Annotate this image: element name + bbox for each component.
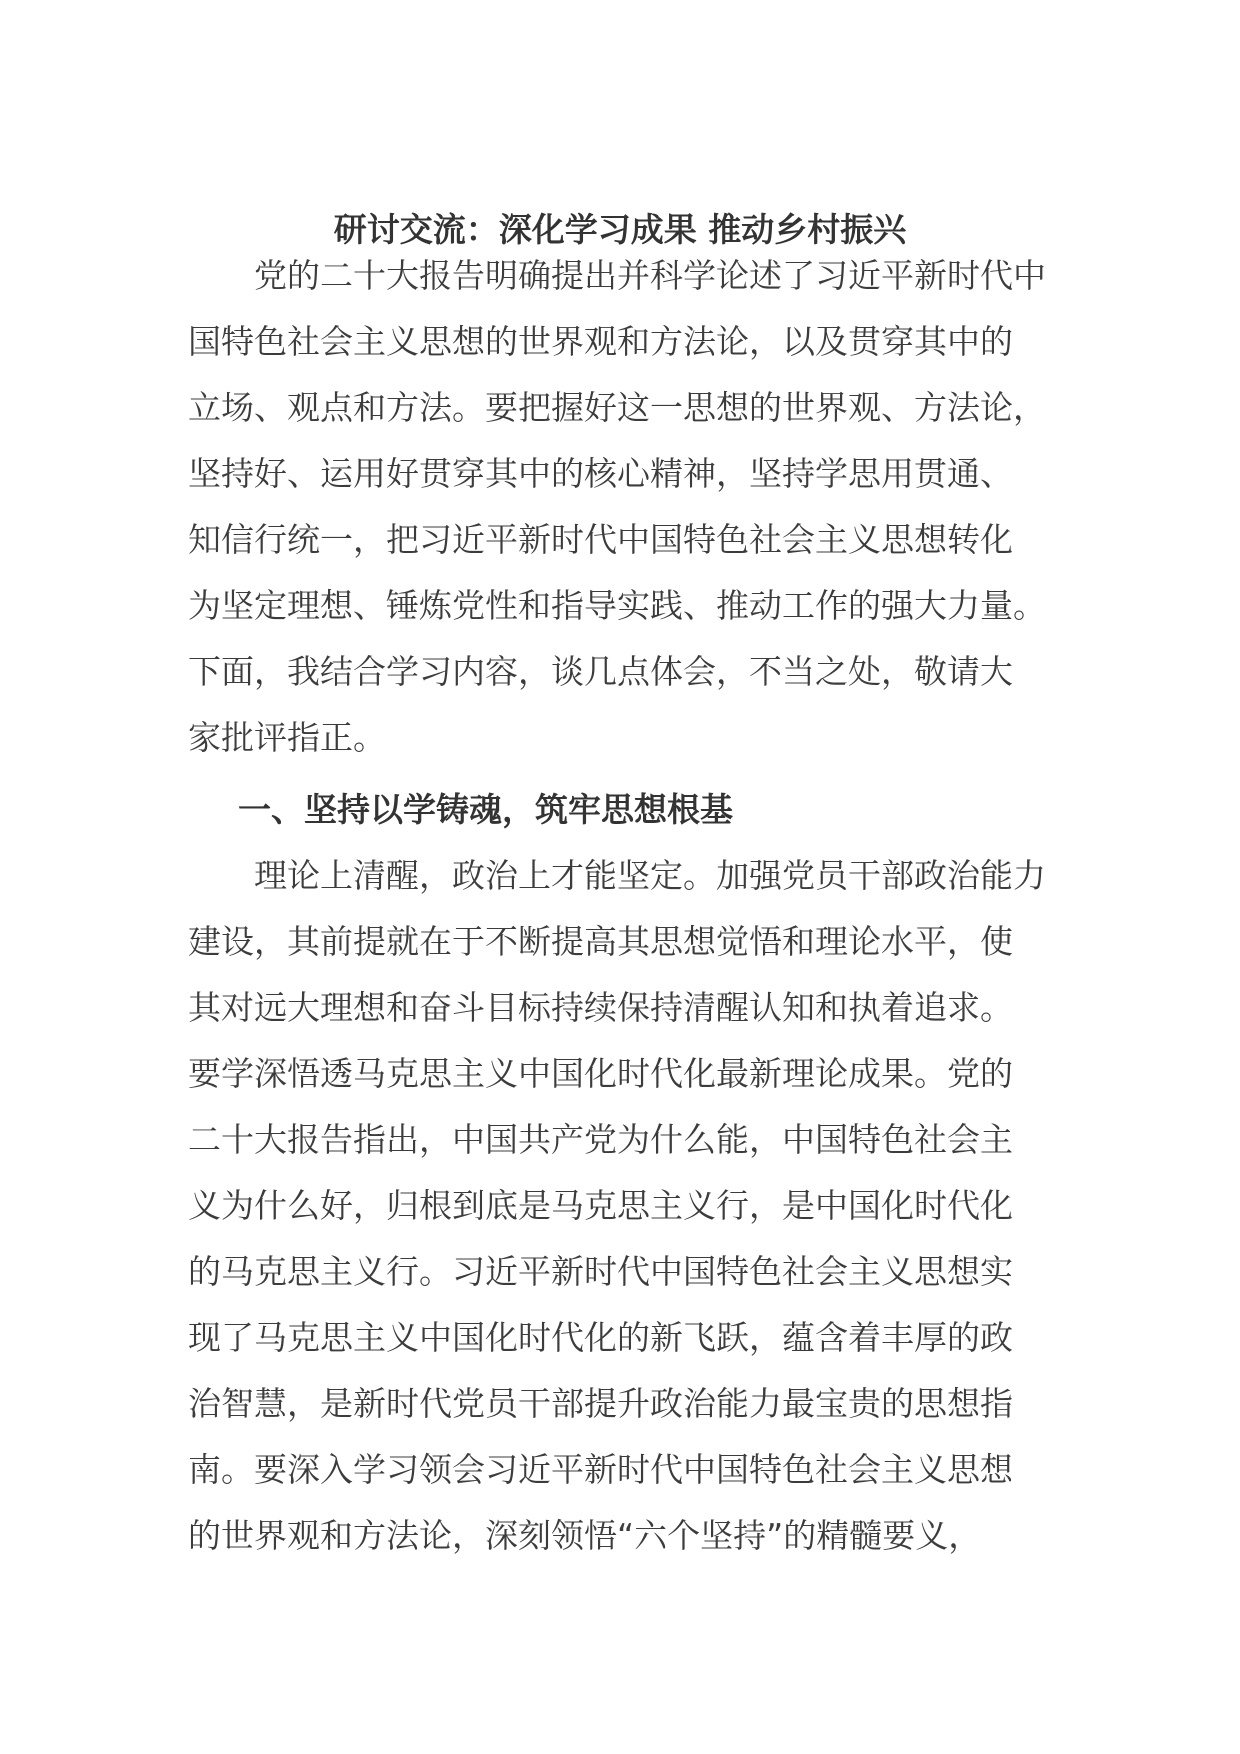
paragraph-line: 坚持好、运用好贯穿其中的核心精神，坚持学思用贯通、 bbox=[188, 454, 1013, 493]
paragraph-line: 建设，其前提就在于不断提高其思想觉悟和理论水平，使 bbox=[188, 922, 1013, 961]
paragraph-line: 家批评指正。 bbox=[188, 718, 386, 757]
paragraph-line: 二十大报告指出，中国共产党为什么能，中国特色社会主 bbox=[188, 1120, 1013, 1159]
document-title: 研讨交流：深化学习成果 推动乡村振兴 bbox=[333, 210, 907, 249]
paragraph-line: 其对远大理想和奋斗目标持续保持清醒认知和执着追求。 bbox=[188, 988, 1013, 1027]
paragraph-line: 南。要深入学习领会习近平新时代中国特色社会主义思想 bbox=[188, 1450, 1013, 1489]
paragraph-line: 国特色社会主义思想的世界观和方法论，以及贯穿其中的 bbox=[188, 322, 1013, 361]
paragraph-line: 理论上清醒，政治上才能坚定。加强党员干部政治能力 bbox=[188, 856, 1046, 895]
paragraph-section1 bbox=[188, 843, 1068, 1569]
paragraph-line: 的世界观和方法论，深刻领悟“六个坚持”的精髓要义， bbox=[188, 1516, 982, 1555]
paragraph-line: 党的二十大报告明确提出并科学论述了习近平新时代中 bbox=[188, 256, 1046, 295]
paragraph-line: 为坚定理想、锤炼党性和指导实践、推动工作的强大力量。 bbox=[188, 586, 1046, 625]
paragraph-line: 要学深悟透马克思主义中国化时代化最新理论成果。党的 bbox=[188, 1054, 1013, 1093]
paragraph-line: 现了马克思主义中国化时代化的新飞跃，蕴含着丰厚的政 bbox=[188, 1318, 1013, 1357]
paragraph-line: 下面，我结合学习内容，谈几点体会，不当之处，敬请大 bbox=[188, 652, 1013, 691]
paragraph-line: 义为什么好，归根到底是马克思主义行，是中国化时代化 bbox=[188, 1186, 1013, 1225]
paragraph-intro bbox=[188, 243, 1068, 771]
paragraph-line: 治智慧，是新时代党员干部提升政治能力最宝贵的思想指 bbox=[188, 1384, 1013, 1423]
section-heading: 一、坚持以学铸魂，筑牢思想根基 bbox=[238, 790, 733, 829]
paragraph-line: 立场、观点和方法。要把握好这一思想的世界观、方法论， bbox=[188, 388, 1046, 427]
paragraph-line: 知信行统一，把习近平新时代中国特色社会主义思想转化 bbox=[188, 520, 1013, 559]
paragraph-line: 的马克思主义行。习近平新时代中国特色社会主义思想实 bbox=[188, 1252, 1013, 1291]
